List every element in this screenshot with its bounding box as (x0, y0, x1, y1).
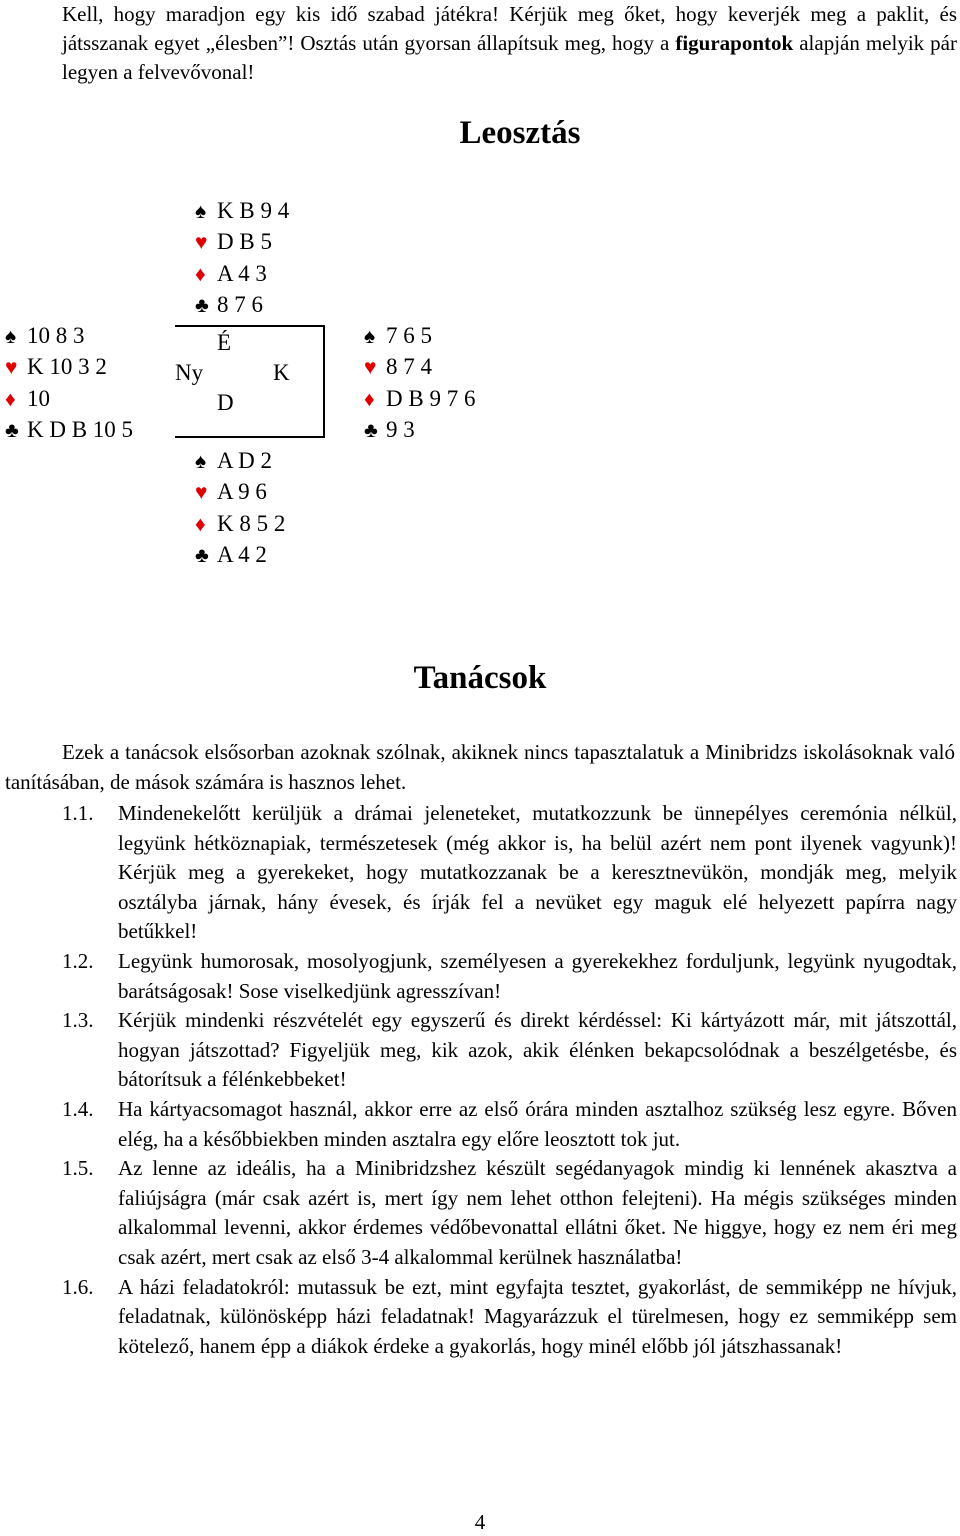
east-diamonds: D B 9 7 6 (386, 385, 476, 411)
club-icon: ♣ (364, 417, 378, 442)
compass-box (175, 325, 325, 438)
intro-bold-term: figurapontok (675, 31, 794, 55)
item-number: 1.2. (62, 948, 94, 973)
advice-list (62, 799, 957, 1361)
compass-east: K (273, 360, 290, 385)
south-hearts: A 9 6 (217, 479, 267, 505)
north-clubs: 8 7 6 (217, 291, 263, 317)
west-diamonds: 10 (27, 385, 50, 411)
intro-text-end: alapján melyik pár legyen a felvevővonal! (62, 31, 957, 84)
list-item (62, 1095, 957, 1154)
north-hand (195, 195, 289, 320)
deal-title (0, 115, 960, 152)
intro-paragraph (62, 0, 957, 87)
south-clubs: A 4 2 (217, 541, 267, 567)
heart-icon: ♥ (5, 355, 18, 380)
diamond-icon: ♦ (195, 511, 206, 536)
club-icon: ♣ (195, 292, 209, 317)
item-number: 1.3. (62, 1008, 94, 1033)
list-item (62, 799, 957, 947)
east-hearts: 8 7 4 (386, 354, 432, 380)
south-diamonds: K 8 5 2 (217, 510, 286, 536)
south-spades: A D 2 (217, 448, 272, 473)
item-number: 1.5. (62, 1156, 94, 1181)
spade-icon: ♠ (195, 449, 207, 473)
west-clubs: K D B 10 5 (27, 416, 134, 442)
item-text: A házi feladatokról: mutassuk be ezt, mint egyfajta tesztet, gyakorlást, de semmiképp ne hívjuk, feladatnak, különösképp házi feladatnak! Magyarázzuk el türelmesen, hogy ez semmiképp sem kötelező, hanem épp a diákok érdeke a gyakorlás, hogy minél előbb jól játszhassanak! (118, 1274, 957, 1358)
east-clubs: 9 3 (386, 416, 415, 442)
deal-title-text: Leosztás (459, 115, 581, 151)
intro-text: Kell, hogy maradjon egy kis idő szabad játékra! Kérjük meg őket, hogy keverjék meg a paklit, és játsszanak egyet „élesben”! Osztás után gyorsan állapítsuk meg, hogy a (62, 2, 957, 55)
heart-icon: ♥ (364, 355, 377, 380)
list-item (62, 1006, 957, 1095)
list-item (62, 1154, 957, 1272)
item-text: Ha kártyacsomagot használ, akkor erre az első órára minden asztalhoz szükség lesz egyre. Bőven elég, ha a későbbiekben minden asztalra egy előre leosztott tok jut. (118, 1096, 957, 1151)
club-icon: ♣ (195, 542, 209, 567)
compass-south: D (217, 390, 234, 415)
east-spades: 7 6 5 (386, 323, 432, 348)
list-item (62, 1273, 957, 1362)
compass-north: É (217, 330, 232, 355)
item-text: Az lenne az ideális, ha a Minibridzshez készült segédanyagok mindig ki lennének akasztva a faliújságra (már csak azért is, mert így nem lehet otthon felejteni). Ha mégis szükséges minden alkalommal levenni, akkor érdemes védőbevonattal ellátni őket. Ne higgye, hogy ez nem éri meg csak azért, mert csak az első 3-4 alkalommal kerülnek használatba! (118, 1156, 957, 1269)
east-hand (364, 320, 475, 445)
heart-icon: ♥ (195, 480, 208, 505)
spade-icon: ♠ (364, 324, 376, 348)
club-icon: ♣ (5, 417, 19, 442)
spade-icon: ♠ (5, 324, 17, 348)
diamond-icon: ♦ (195, 261, 206, 286)
diamond-icon: ♦ (364, 386, 375, 411)
north-diamonds: A 4 3 (217, 260, 267, 286)
item-number: 1.1. (62, 801, 94, 825)
item-text: Legyünk humorosak, mosolyogjunk, személyesen a gyerekekhez forduljunk, legyünk nyugodtak, barátságosak! Sose viselkedjünk agresszívan! (118, 948, 957, 1003)
compass-west: Ny (175, 360, 204, 385)
list-item (62, 947, 957, 1006)
item-number: 1.6. (62, 1274, 94, 1299)
west-hand (5, 320, 133, 445)
item-number: 1.4. (62, 1096, 94, 1121)
north-hearts: D B 5 (217, 229, 272, 255)
item-text: Kérjük mindenki részvételét egy egyszerű és direkt kérdéssel: Ki kártyázott már, mit játszottál, hogyan játszottad? Figyeljük meg, kik azok, akik élénken bekapcsolódnak a beszélgetésbe, és bátorítsuk a félénkebbeket! (118, 1008, 957, 1092)
north-spades: K B 9 4 (217, 198, 290, 223)
item-text: Mindenekelőtt kerüljük a drámai jeleneteket, mutatkozzunk be ünnepélyes ceremónia nélkül, legyünk hétköznapiak, természetesek (még akkor is, ha belül azért nem pont ilyenek vagyunk)! Kérjük meg a gyerekeket, hogy mutatkozzanak be a keresztnevükön, mondják meg, melyik osztályba járnak, hány évesek, és írják fel a nevüket egy maguk elé helyezett papírra nagy betűkkel! (118, 801, 957, 944)
advice-lead: Ezek a tanácsok elsősorban azoknak szólnak, akiknek nincs tapasztalatuk a Minibridzs iskolásoknak való tanításában, de mások számára is hasznos lehet. (5, 740, 955, 794)
advice-title: Tanácsok (413, 660, 547, 696)
west-spades: 10 8 3 (27, 323, 85, 348)
west-hearts: K 10 3 2 (27, 354, 107, 380)
south-hand (195, 445, 285, 570)
page-number: 4 (474, 1510, 486, 1534)
diamond-icon: ♦ (5, 386, 16, 411)
spade-icon: ♠ (195, 199, 207, 223)
heart-icon: ♥ (195, 230, 208, 255)
